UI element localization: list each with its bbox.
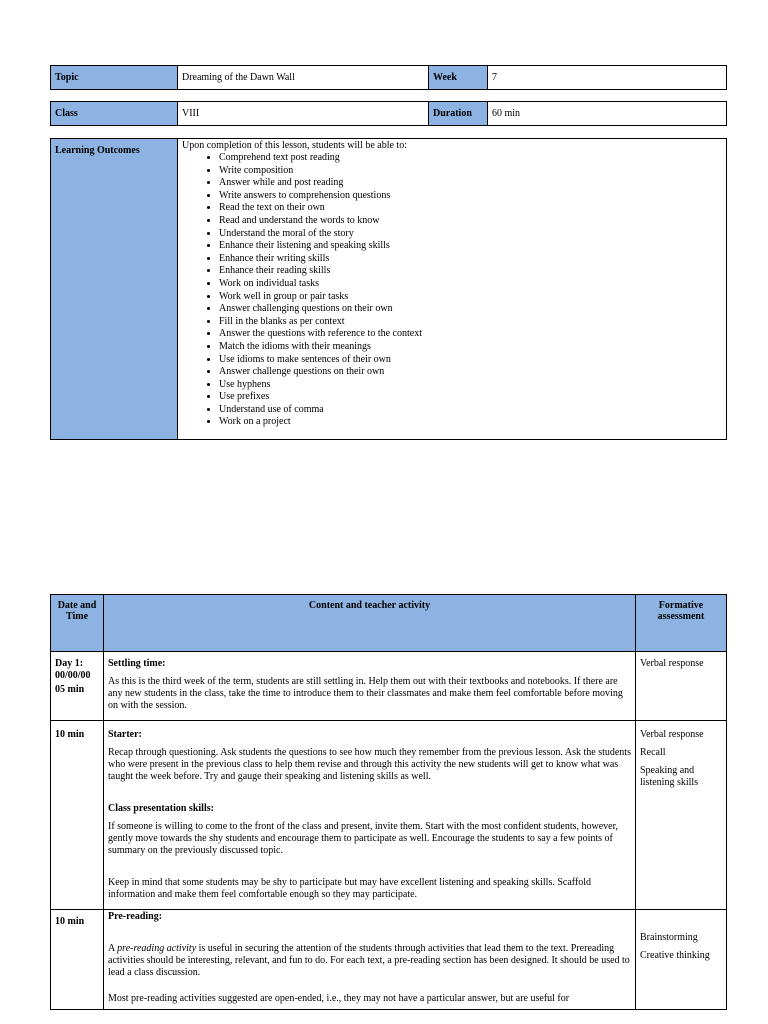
list-item: • Enhance their listening and speaking skills bbox=[219, 240, 722, 253]
assessment-item: Creative thinking bbox=[640, 950, 710, 961]
row-text: Keep in mind that some students may be shy to participate but may have excellent listening and speaking skills. Scaffold information and make them feel comfortable enough so they may participate. bbox=[108, 877, 592, 900]
outcomes-list bbox=[182, 152, 722, 429]
outcomes-intro: Upon completion of this lesson, students will be able to: bbox=[182, 140, 407, 151]
learning-outcomes-label: Learning Outcomes bbox=[51, 139, 178, 440]
list-item: • Enhance their reading skills bbox=[219, 265, 722, 278]
row-duration: 10 min bbox=[55, 729, 85, 740]
list-item: • Comprehend text post reading bbox=[219, 152, 722, 165]
row-duration: 05 min bbox=[55, 684, 85, 695]
topic-value: Dreaming of the Dawn Wall bbox=[178, 66, 429, 90]
header-date-time: Date and Time bbox=[51, 595, 104, 652]
list-item: • Answer challenge questions on their own bbox=[219, 366, 722, 379]
row-text: As this is the third week of the term, students are still settling in. Help them out with their textbooks and notebooks. If there are any new students in the class, take the time to introduce them to their classmates and make them feel comfortable before moving on with the session. bbox=[108, 676, 623, 711]
list-item: • Use hyphens bbox=[219, 379, 722, 392]
assessment-item: Speaking and listening skills bbox=[640, 765, 699, 788]
list-item: • Write answers to comprehension questions bbox=[219, 190, 722, 203]
row-subheading: Class presentation skills: bbox=[108, 803, 214, 814]
row-heading: Pre-reading: bbox=[108, 911, 163, 922]
list-item: • Understand use of comma bbox=[219, 404, 722, 417]
class-label: Class bbox=[51, 102, 178, 126]
row-text: Most pre-reading activities suggested are open-ended, i.e., they may not have a particular answer, but are useful for bbox=[108, 993, 570, 1004]
lesson-plan-table bbox=[50, 594, 727, 1010]
week-label: Week bbox=[429, 66, 488, 90]
table-row bbox=[51, 910, 727, 1010]
learning-outcomes-cell bbox=[178, 139, 727, 440]
table-row bbox=[51, 652, 727, 721]
list-item: • Answer while and post reading bbox=[219, 177, 722, 190]
assessment-item: Verbal response bbox=[640, 729, 704, 740]
assessment-item: Verbal response bbox=[640, 658, 704, 669]
list-item: • Work on individual tasks bbox=[219, 278, 722, 291]
list-item: • Match the idioms with their meanings bbox=[219, 341, 722, 354]
list-item: • Fill in the blanks as per context bbox=[219, 316, 722, 329]
list-item: • Enhance their writing skills bbox=[219, 253, 722, 266]
duration-value: 60 min bbox=[488, 102, 727, 126]
list-item: • Read the text on their own bbox=[219, 202, 722, 215]
duration-label: Duration bbox=[429, 102, 488, 126]
row-time: Day 1: 00/00/00 bbox=[55, 658, 91, 681]
class-value: VIII bbox=[178, 102, 429, 126]
week-value: 7 bbox=[488, 66, 727, 90]
header-content: Content and teacher activity bbox=[104, 595, 636, 652]
table-row bbox=[51, 721, 727, 910]
row-duration: 10 min bbox=[55, 916, 85, 927]
row-heading: Starter: bbox=[108, 729, 142, 740]
row-text: Recap through questioning. Ask students the questions to see how much they remember from the previous lesson. Ask the students who were present in the previous class to help them revise and through this activity the new students will get to know what was taught the week before. Try and gauge their speaking and listening skills as well. bbox=[108, 747, 631, 782]
list-item: • Use prefixes bbox=[219, 391, 722, 404]
row-text: A pre-reading activity is useful in securing the attention of the students through activities that lead them to the text. Prereading activities should be interesting, relevant, and fun to do. For each text, a pre-reading section has been designed. It should be used to lead a class discussion. bbox=[108, 943, 630, 978]
row-heading: Settling time: bbox=[108, 658, 166, 669]
list-item: • Read and understand the words to know bbox=[219, 215, 722, 228]
row-text: If someone is willing to come to the front of the class and present, invite them. Start with the most confident students, however, gently move towards the shy students and encourage them to participate as well. Encourage the students to say a few points of summary on the previously discussed topic. bbox=[108, 821, 619, 856]
list-item: • Use idioms to make sentences of their own bbox=[219, 354, 722, 367]
class-table bbox=[50, 101, 727, 126]
assessment-item: Brainstorming bbox=[640, 932, 698, 943]
list-item: • Write composition bbox=[219, 165, 722, 178]
learning-outcomes-table bbox=[50, 138, 727, 440]
list-item: • Answer challenging questions on their own bbox=[219, 303, 722, 316]
assessment-item: Recall bbox=[640, 747, 666, 758]
list-item: • Understand the moral of the story bbox=[219, 228, 722, 241]
header-assessment: Formative assessment bbox=[636, 595, 727, 652]
topic-table bbox=[50, 65, 727, 90]
list-item: • Answer the questions with reference to the context bbox=[219, 328, 722, 341]
topic-label: Topic bbox=[51, 66, 178, 90]
list-item: • Work well in group or pair tasks bbox=[219, 291, 722, 304]
list-item: • Work on a project bbox=[219, 416, 722, 429]
